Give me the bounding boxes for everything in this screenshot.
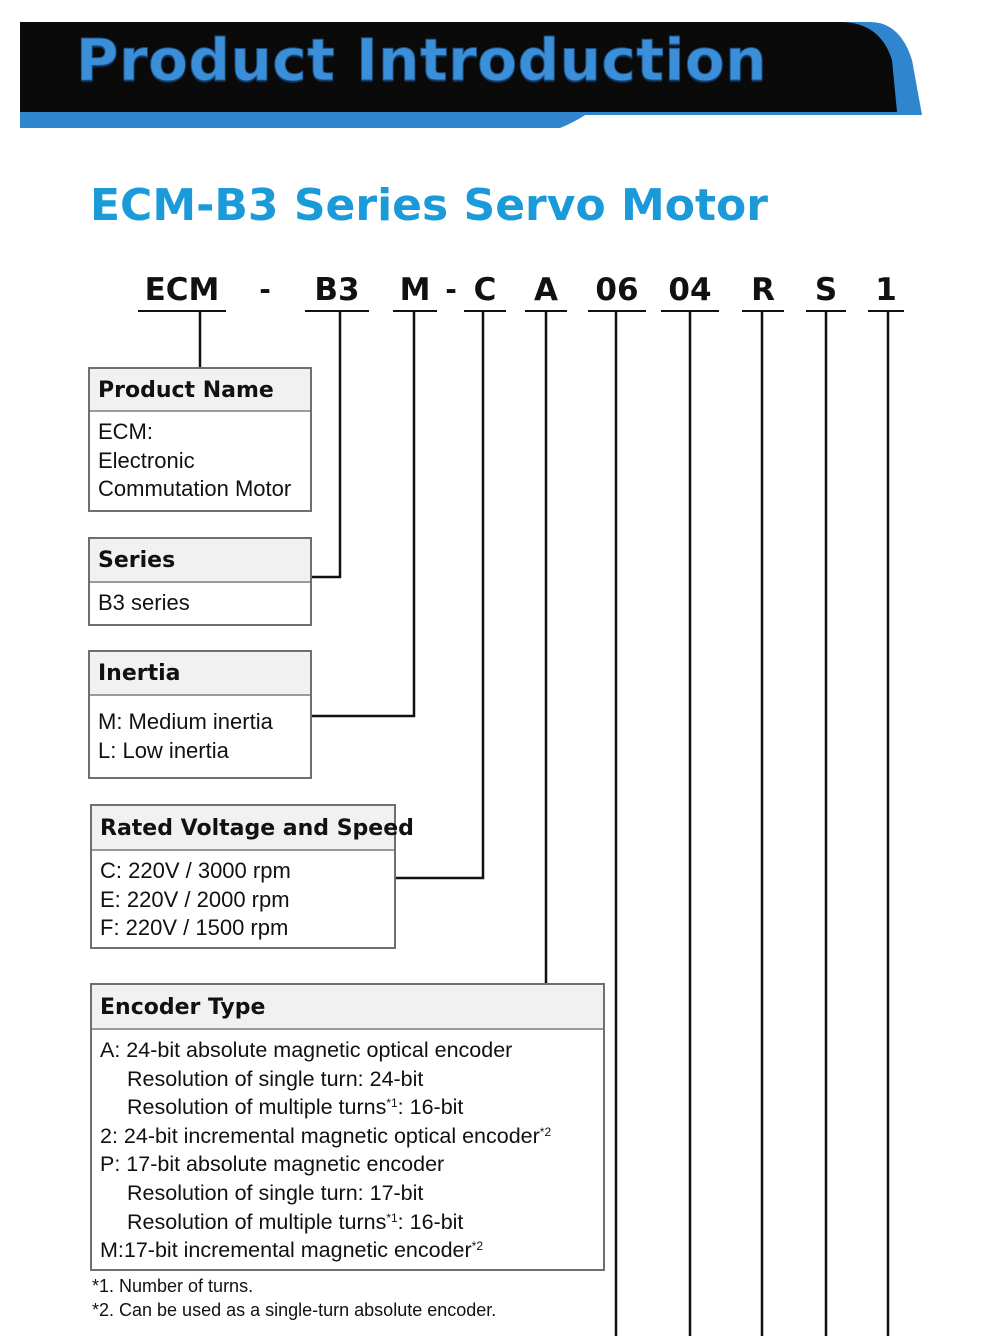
encoder-line-a: A: 24-bit absolute magnetic optical encoder bbox=[100, 1038, 513, 1062]
rated-voltage-speed-line: E: 220V / 2000 rpm bbox=[100, 886, 290, 912]
banner-title: Product Introduction bbox=[76, 26, 768, 94]
product-name-line: Commutation Motor bbox=[98, 476, 292, 502]
product-name-title: Product Name bbox=[90, 369, 310, 412]
code-segment-04: 04 bbox=[668, 272, 712, 308]
rated-voltage-speed-box bbox=[90, 804, 414, 949]
series-line: B3 series bbox=[98, 590, 190, 615]
series-box bbox=[88, 537, 312, 626]
footnote-ref: *2 bbox=[471, 1239, 483, 1254]
footnote-ref: *1 bbox=[386, 1210, 398, 1225]
product-name-line: ECM: bbox=[98, 419, 153, 444]
code-segment-s: S bbox=[814, 272, 838, 308]
code-separator-2: - bbox=[445, 273, 457, 306]
rated-voltage-speed-body bbox=[92, 851, 394, 949]
rated-voltage-speed-title: Rated Voltage and Speed bbox=[92, 806, 394, 851]
footnote-2: *2. Can be used as a single-turn absolute encoder. bbox=[92, 1300, 497, 1320]
code-segment-1: 1 bbox=[875, 272, 897, 308]
encoder-line-a-single: Resolution of single turn: 24-bit bbox=[127, 1066, 424, 1091]
code-segment-inertia: M bbox=[399, 272, 431, 308]
encoder-line-a-multi: Resolution of multiple turns$^{*1}$: 16-bit bbox=[127, 1095, 464, 1120]
product-name-line: Electronic bbox=[98, 447, 195, 473]
encoder-line-p: P: 17-bit absolute magnetic encoder bbox=[100, 1152, 445, 1177]
product-name-body bbox=[90, 412, 310, 510]
code-segment-encoder: A bbox=[534, 272, 558, 308]
footnote-ref: *2 bbox=[539, 1124, 552, 1139]
code-segment-06: 06 bbox=[595, 272, 639, 308]
series-title: Series bbox=[90, 539, 310, 583]
footnote-ref: *1 bbox=[386, 1096, 398, 1111]
code-segment-voltage: C bbox=[473, 272, 497, 308]
code-separator-1: - bbox=[259, 273, 271, 306]
series-body bbox=[90, 583, 310, 624]
inertia-title: Inertia bbox=[90, 652, 310, 696]
encoder-type-box bbox=[90, 983, 605, 1271]
inertia-line: M: Medium inertia bbox=[98, 709, 273, 734]
code-segment-series: B3 bbox=[314, 272, 360, 308]
code-segment-ecm: ECM bbox=[144, 272, 220, 308]
product-name-box bbox=[88, 367, 312, 512]
section-title: ECM-B3 Series Servo Motor bbox=[90, 180, 768, 231]
inertia-box bbox=[88, 650, 312, 779]
rated-voltage-speed-line: F: 220V / 1500 rpm bbox=[100, 915, 289, 941]
encoder-line-m: M:17-bit incremental magnetic encoder$^{*2}$ bbox=[100, 1238, 483, 1263]
code-segment-r: R bbox=[751, 272, 775, 308]
encoder-line-p-single: Resolution of single turn: 17-bit bbox=[127, 1180, 424, 1205]
inertia-line: L: Low inertia bbox=[98, 737, 229, 763]
footnote-1: *1. Number of turns. bbox=[92, 1276, 254, 1296]
encoder-type-title: Encoder Type bbox=[92, 985, 603, 1030]
inertia-body bbox=[90, 696, 310, 771]
encoder-line-2: 2: 24-bit incremental magnetic optical encoder$^{*2}$ bbox=[100, 1123, 552, 1148]
encoder-type-body bbox=[92, 1030, 603, 1271]
rated-voltage-speed-line: C: 220V / 3000 rpm bbox=[100, 858, 291, 883]
encoder-line-p-multi: Resolution of multiple turns$^{*1}$: 16-bit bbox=[127, 1209, 464, 1234]
